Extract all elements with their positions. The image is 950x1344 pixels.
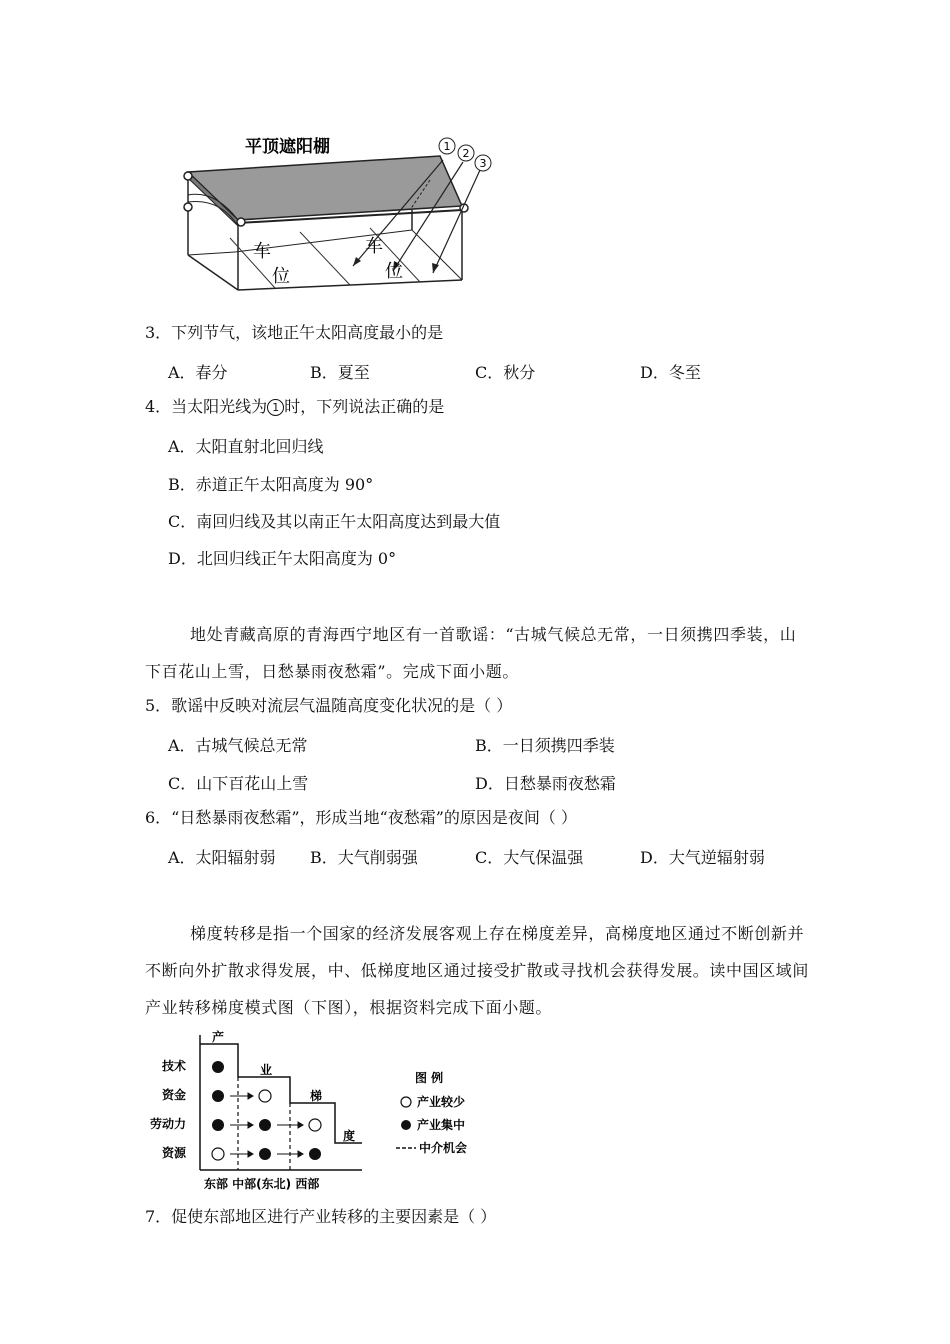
ray-label-1: 1 (443, 140, 451, 153)
legend-item: 产业较少 (417, 1095, 466, 1109)
passage-3-line-2: 不断向外扩散求得发展，中、低梯度地区通过接受扩散或寻找机会获得发展。读中国区域间 (145, 961, 810, 980)
q4-option-d: D．北回归线正午太阳高度为 0° (168, 549, 397, 568)
q4-option-a: A．太阳直射北回归线 (168, 437, 324, 456)
row-label: 劳动力 (149, 1117, 186, 1131)
question-5-stem: 5．歌谣中反映对流层气温随高度变化状况的是（ ） (145, 696, 513, 715)
passage-3-line-1: 梯度转移是指一个国家的经济发展客观上存在梯度差异，高梯度地区通过不断创新并 (190, 924, 805, 943)
sunshade-diagram (175, 130, 505, 300)
q5-option-d: D．日愁暴雨夜愁霜 (475, 774, 616, 793)
q6-option-b: B．大气削弱强 (310, 848, 418, 867)
few-dot-icon (259, 1090, 271, 1102)
q4-stem-after: 时，下列说法正确的是 (284, 397, 445, 416)
q6-option-d: D．大气逆辐射弱 (640, 848, 765, 867)
question-3-stem: 3．下列节气，该地正午太阳高度最小的是 (145, 323, 444, 342)
joint-icon (184, 172, 192, 180)
legend-item: 产业集中 (417, 1118, 466, 1132)
sunshade-figure (175, 130, 505, 300)
ray-label-2: 2 (462, 147, 470, 160)
circled-number: 1 (267, 399, 284, 416)
passage-3-line-3: 产业转移梯度模式图（下图），根据资料完成下面小题。 (145, 998, 553, 1017)
gradient-figure (140, 1030, 490, 1195)
row-label: 资金 (161, 1088, 186, 1102)
parking-label: 车 (253, 241, 271, 262)
concentrated-dot-icon (259, 1119, 271, 1131)
passage-2-line-2: 下百花山上雪，日愁暴雨夜愁霜”。完成下面小题。 (145, 662, 519, 681)
q6-option-a: A．太阳辐射弱 (168, 848, 276, 867)
q5-option-a: A．古城气候总无常 (168, 736, 308, 755)
concentrated-dot-icon (401, 1120, 411, 1130)
step-label: 产 (212, 1030, 225, 1044)
q4-option-c: C．南回归线及其以南正午太阳高度达到最大值 (168, 512, 501, 531)
passage-2-line-1: 地处青藏高原的青海西宁地区有一首歌谣：“古城气候总无常，一日须携四季装，山 (190, 625, 797, 644)
legend-item: 中介机会 (419, 1141, 468, 1155)
x-axis-labels: 东部 中部(东北) 西部 (204, 1177, 320, 1191)
row-label: 资源 (161, 1146, 186, 1160)
concentrated-dot-icon (259, 1148, 271, 1160)
q5-option-b: B．一日须携四季装 (475, 736, 615, 755)
gradient-diagram (140, 1030, 490, 1195)
q3-option-a: A．春分 (168, 363, 228, 382)
ray-label-3: 3 (479, 157, 487, 170)
row-label: 技术 (161, 1059, 186, 1073)
concentrated-dot-icon (309, 1148, 321, 1160)
q3-option-c: C．秋分 (475, 363, 536, 382)
q3-option-d: D．冬至 (640, 363, 701, 382)
parking-label: 车 (365, 236, 383, 257)
legend-title: 图 例 (415, 1071, 444, 1085)
joint-icon (237, 218, 245, 226)
concentrated-dot-icon (212, 1119, 224, 1131)
q5-option-c: C．山下百花山上雪 (168, 774, 309, 793)
parking-label: 位 (272, 266, 290, 287)
concentrated-dot-icon (212, 1061, 224, 1073)
q4-stem-before: 4．当太阳光线为 (145, 397, 268, 416)
step-label: 梯 (310, 1089, 323, 1103)
few-dot-icon (309, 1119, 321, 1131)
q4-option-b: B．赤道正午太阳高度为 90° (168, 475, 374, 494)
question-7-stem: 7．促使东部地区进行产业转移的主要因素是（ ） (145, 1207, 497, 1226)
concentrated-dot-icon (212, 1090, 224, 1102)
parking-label: 位 (385, 261, 403, 282)
question-4-stem (145, 397, 444, 417)
q3-option-b: B．夏至 (310, 363, 370, 382)
step-label: 业 (260, 1063, 273, 1077)
question-6-stem: 6．“日愁暴雨夜愁霜”，形成当地“夜愁霜”的原因是夜间（ ） (145, 808, 577, 827)
few-dot-icon (401, 1097, 411, 1107)
joint-icon (184, 203, 192, 211)
q6-option-c: C．大气保温强 (475, 848, 584, 867)
few-dot-icon (212, 1148, 224, 1160)
step-label: 度 (343, 1129, 356, 1143)
sunshade-title: 平顶遮阳棚 (245, 137, 330, 157)
